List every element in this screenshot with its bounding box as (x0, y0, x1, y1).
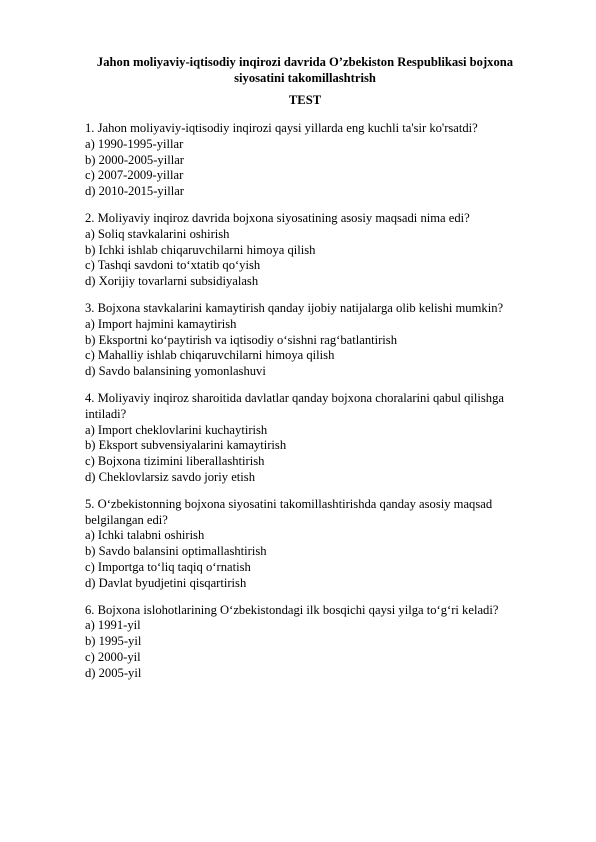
option-d: d) Savdo balansining yomonlashuvi (85, 364, 266, 379)
question-text: 5. O‘zbekistonning bojxona siyosatini takomillashtirishda qanday asosiy maqsad belgilangan edi? (85, 496, 493, 527)
answer-options (85, 618, 525, 681)
option-c: c) 2000-yil (85, 649, 141, 664)
option-a: a) 1990-1995-yillar (85, 136, 184, 151)
question-list (85, 121, 525, 682)
option-b: b) 1995-yil (85, 634, 142, 649)
question-3 (85, 301, 525, 380)
answer-options (85, 317, 525, 380)
document-title: Jahon moliyaviy-iqtisodiy inqirozi davrida O’zbekiston Respublikasi bojxona siyosatini takomillashtrish (96, 55, 514, 85)
option-c: c) Bojxona tizimini liberallashtirish (85, 454, 265, 469)
option-a: a) Import hajmini kamaytirish (85, 316, 237, 331)
option-a: a) Import cheklovlarini kuchaytirish (85, 422, 268, 437)
question-2 (85, 211, 525, 290)
answer-options (85, 227, 525, 290)
test-label: TEST (288, 93, 322, 107)
option-c: c) 2007-2009-yillar (85, 168, 184, 183)
question-6 (85, 603, 525, 682)
option-b: b) Savdo balansini optimallashtirish (85, 544, 267, 559)
question-4 (85, 391, 525, 486)
answer-options (85, 137, 525, 200)
question-text: 6. Bojxona islohotlarining O‘zbekistondagi ilk bosqichi qaysi yilga to‘g‘ri keladi? (85, 602, 499, 617)
option-d: d) Davlat byudjetini qisqartirish (85, 575, 247, 590)
option-a: a) 1991-yil (85, 618, 141, 633)
question-text: 1. Jahon moliyaviy-iqtisodiy inqirozi qaysi yillarda eng kuchli ta'sir ko'rsatdi? (85, 121, 478, 135)
option-b: b) 2000-2005-yillar (85, 152, 184, 167)
option-c: c) Mahalliy ishlab chiqaruvchilarni himoya qilish (85, 348, 335, 363)
option-c: c) Importga to‘liq taqiq o‘rnatish (85, 559, 251, 574)
option-b: b) Eksportni ko‘paytirish va iqtisodiy o‘sishni rag‘batlantirish (85, 332, 398, 347)
option-a: a) Soliq stavkalarini oshirish (85, 226, 230, 241)
answer-options (85, 423, 525, 486)
question-text: 4. Moliyaviy inqiroz sharoitida davlatlar qanday bojxona choralarini qabul qilishga intiladi? (85, 390, 504, 421)
option-d: d) Xorijiy tovarlarni subsidiyalash (85, 274, 259, 289)
question-text: 2. Moliyaviy inqiroz davrida bojxona siyosatining asosiy maqsadi nima edi? (85, 210, 470, 225)
answer-options (85, 528, 525, 591)
option-d: d) Cheklovlarsiz savdo joriy etish (85, 469, 255, 484)
document-page (85, 54, 525, 693)
option-c: c) Tashqi savdoni to‘xtatib qo‘yish (85, 258, 261, 273)
option-a: a) Ichki talabni oshirish (85, 528, 205, 543)
question-text: 3. Bojxona stavkalarini kamaytirish qanday ijobiy natijalarga olib kelishi mumkin? (85, 300, 504, 315)
question-5 (85, 497, 525, 592)
option-d: d) 2005-yil (85, 665, 142, 680)
option-b: b) Eksport subvensiyalarini kamaytirish (85, 438, 287, 453)
option-b: b) Ichki ishlab chiqaruvchilarni himoya qilish (85, 242, 316, 257)
question-1 (85, 121, 525, 200)
option-d: d) 2010-2015-yillar (85, 184, 184, 199)
